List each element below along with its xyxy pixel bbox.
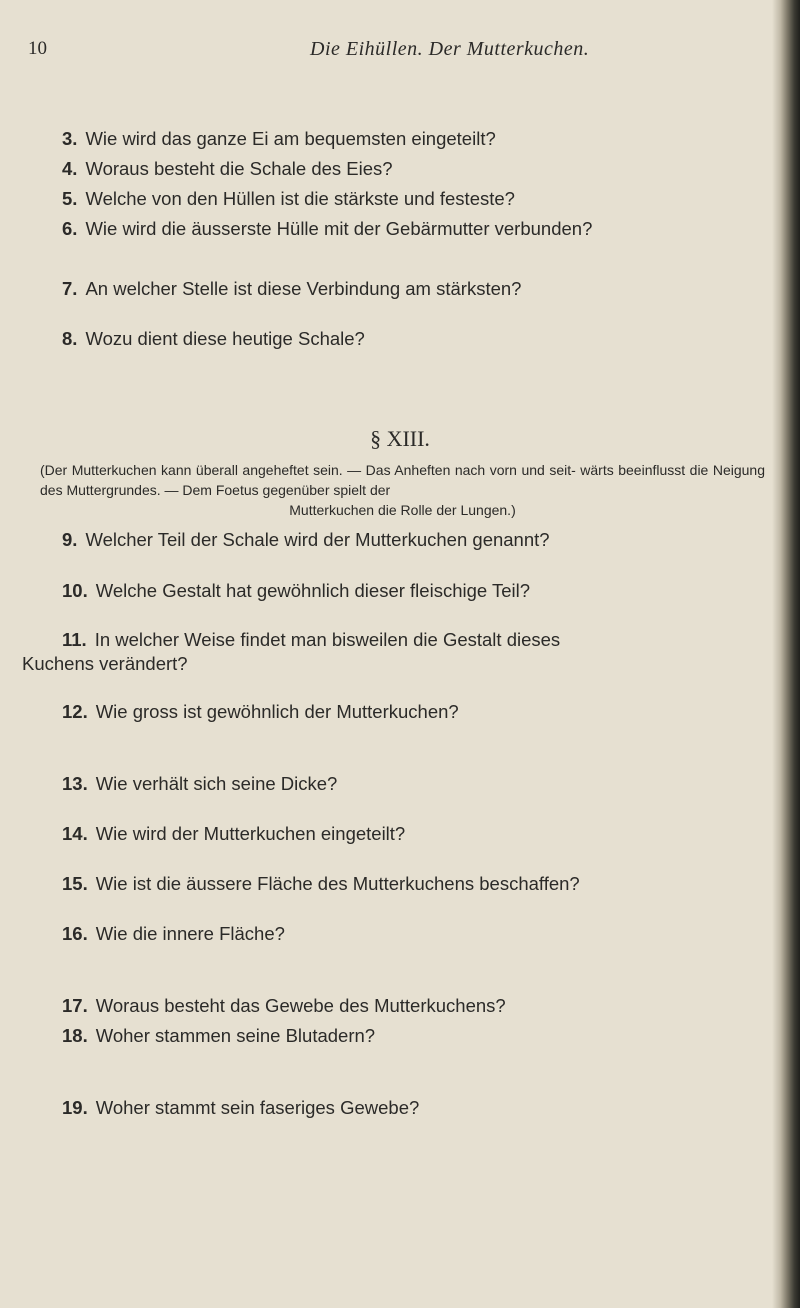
question-16	[62, 922, 285, 946]
question-number: 11.	[62, 629, 87, 650]
question-number: 18.	[62, 1025, 88, 1046]
question-text: Welcher Teil der Schale wird der Mutterkuchen genannt?	[85, 529, 550, 550]
question-text: Wie die innere Fläche?	[95, 923, 285, 944]
question-17	[62, 994, 506, 1018]
question-number: 7.	[62, 278, 78, 299]
question-number: 12.	[62, 701, 88, 722]
question-3	[62, 127, 496, 151]
note-line: Mutterkuchen die Rolle der Lungen.)	[289, 502, 516, 518]
section-title: § XIII.	[370, 426, 430, 451]
question-9	[62, 528, 550, 552]
question-13	[62, 772, 337, 796]
question-text: An welcher Stelle ist diese Verbindung am stärksten?	[85, 278, 522, 299]
question-number: 9.	[62, 529, 78, 550]
question-12	[62, 700, 459, 724]
question-number: 17.	[62, 995, 88, 1016]
question-10	[62, 579, 530, 603]
question-11	[22, 628, 762, 676]
question-8	[62, 327, 365, 351]
question-text: Woraus besteht die Schale des Eies?	[85, 158, 393, 179]
page-number: 10	[28, 38, 47, 59]
question-text: Wie wird der Mutterkuchen eingeteilt?	[95, 823, 406, 844]
question-number: 3.	[62, 128, 78, 149]
question-number: 4.	[62, 158, 78, 179]
question-15	[62, 872, 580, 896]
question-6	[62, 217, 592, 241]
question-text: Wie gross ist gewöhnlich der Mutterkuchen?	[95, 701, 459, 722]
question-number: 6.	[62, 218, 78, 239]
question-number: 8.	[62, 328, 78, 349]
note-line: (Der Mutterkuchen kann überall angeheftet sein. — Das Anheften nach vorn und seit-	[40, 462, 576, 478]
question-text: Wie wird das ganze Ei am bequemsten eingeteilt?	[85, 128, 496, 149]
question-4	[62, 157, 393, 181]
question-number: 16.	[62, 923, 88, 944]
question-number: 14.	[62, 823, 88, 844]
question-text: In welcher Weise findet man bisweilen die Gestalt dieses	[94, 629, 561, 650]
question-text: Wie wird die äusserste Hülle mit der Gebärmutter verbunden?	[85, 218, 593, 239]
section-note	[40, 460, 765, 520]
question-14	[62, 822, 405, 846]
page-edge-shadow	[772, 0, 800, 1308]
question-number: 13.	[62, 773, 88, 794]
question-text: Welche von den Hüllen ist die stärkste und festeste?	[85, 188, 515, 209]
question-text-continuation: Kuchens verändert?	[22, 653, 188, 674]
question-text: Woraus besteht das Gewebe des Mutterkuchens?	[95, 995, 506, 1016]
page-header	[0, 38, 800, 68]
question-text: Wie verhält sich seine Dicke?	[95, 773, 338, 794]
question-5	[62, 187, 515, 211]
question-text: Woher stammen seine Blutadern?	[95, 1025, 376, 1046]
question-number: 15.	[62, 873, 88, 894]
question-text: Welche Gestalt hat gewöhnlich dieser fleischige Teil?	[95, 580, 531, 601]
running-head: Die Eihüllen. Der Mutterkuchen.	[310, 38, 590, 60]
question-18	[62, 1024, 375, 1048]
question-19	[62, 1096, 419, 1120]
note-line: wärts beeinflusst die Neigung des Muttergrundes. — Dem Foetus gegenüber spielt der	[40, 462, 765, 498]
question-number: 10.	[62, 580, 88, 601]
question-number: 5.	[62, 188, 78, 209]
question-text: Wozu dient diese heutige Schale?	[85, 328, 365, 349]
question-7	[62, 277, 521, 301]
question-number: 19.	[62, 1097, 88, 1118]
question-text: Wie ist die äussere Fläche des Mutterkuchens beschaffen?	[95, 873, 580, 894]
question-text: Woher stammt sein faseriges Gewebe?	[95, 1097, 420, 1118]
